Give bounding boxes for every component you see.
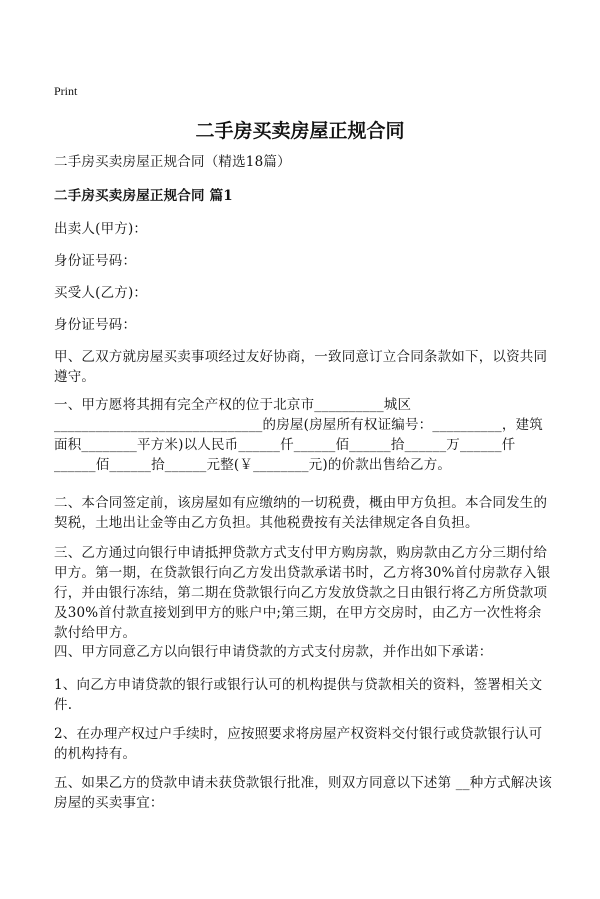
seller-label: 出卖人(甲方)： [54,221,148,237]
clause-3-paragraph: 三、乙方通过向银行申请抵押贷款方式支付甲方购房款，购房款由乙方分三期付给甲方。第一期，在贷款银行向乙方发出贷款承诺书时，乙方将30%首付房款存入银行，并由银行冻结，第二期在贷款银行向乙方发放贷款之日由银行将乙方所贷款项及30%首付款直接划到甲方的账户中;第三期，在甲方交房时，由乙方一次性将余款付给甲方。 [54,545,551,641]
print-label: Print [54,84,78,98]
clause-4-item-2: 2、在办理产权过户手续时，应按照要求将房屋产权资料交付银行或贷款银行认可的机构持有。 [54,726,543,762]
section-heading: 二手房买卖房屋正规合同 篇1 [54,188,233,204]
document-title: 二手房买卖房屋正规合同 [195,120,405,142]
preamble-paragraph: 甲、乙双方就房屋买卖事项经过友好协商，一致同意订立合同条款如下，以资共同遵守。 [54,349,548,385]
clause-2-paragraph: 二、本合同签定前，该房屋如有应缴纳的一切税费，概由甲方负担。本合同发生的契税，土地出让金等由乙方负担。其他税费按有关法律规定各自负担。 [54,495,548,531]
buyer-label: 买受人(乙方)： [54,285,148,301]
document-subtitle: 二手房买卖房屋正规合同（精选18篇） [54,154,291,170]
seller-id-label: 身份证号码： [54,253,137,269]
clause-5-paragraph: 五、如果乙方的贷款申请未获贷款银行批准，则双方同意以下述第 __种方式解决该房屋的买卖事宜： [54,775,552,811]
clause-4-item-1: 1、向乙方申请贷款的银行或银行认可的机构提供与贷款相关的资料，签署相关文件. [54,677,543,713]
buyer-id-label: 身份证号码： [54,317,137,333]
clause-4-paragraph: 四、甲方同意乙方以向银行申请贷款的方式支付房款，并作出如下承诺： [54,644,493,660]
clause-1-paragraph: 一、甲方愿将其拥有完全产权的位于北京市__________城区______________________________的房屋(房屋所有权证编号：__________，建筑面积________平方米)以人民币______仟______佰______拾______万______仟______佰______拾______元整(￥________元)的价款出售给乙方。 [54,397,543,473]
